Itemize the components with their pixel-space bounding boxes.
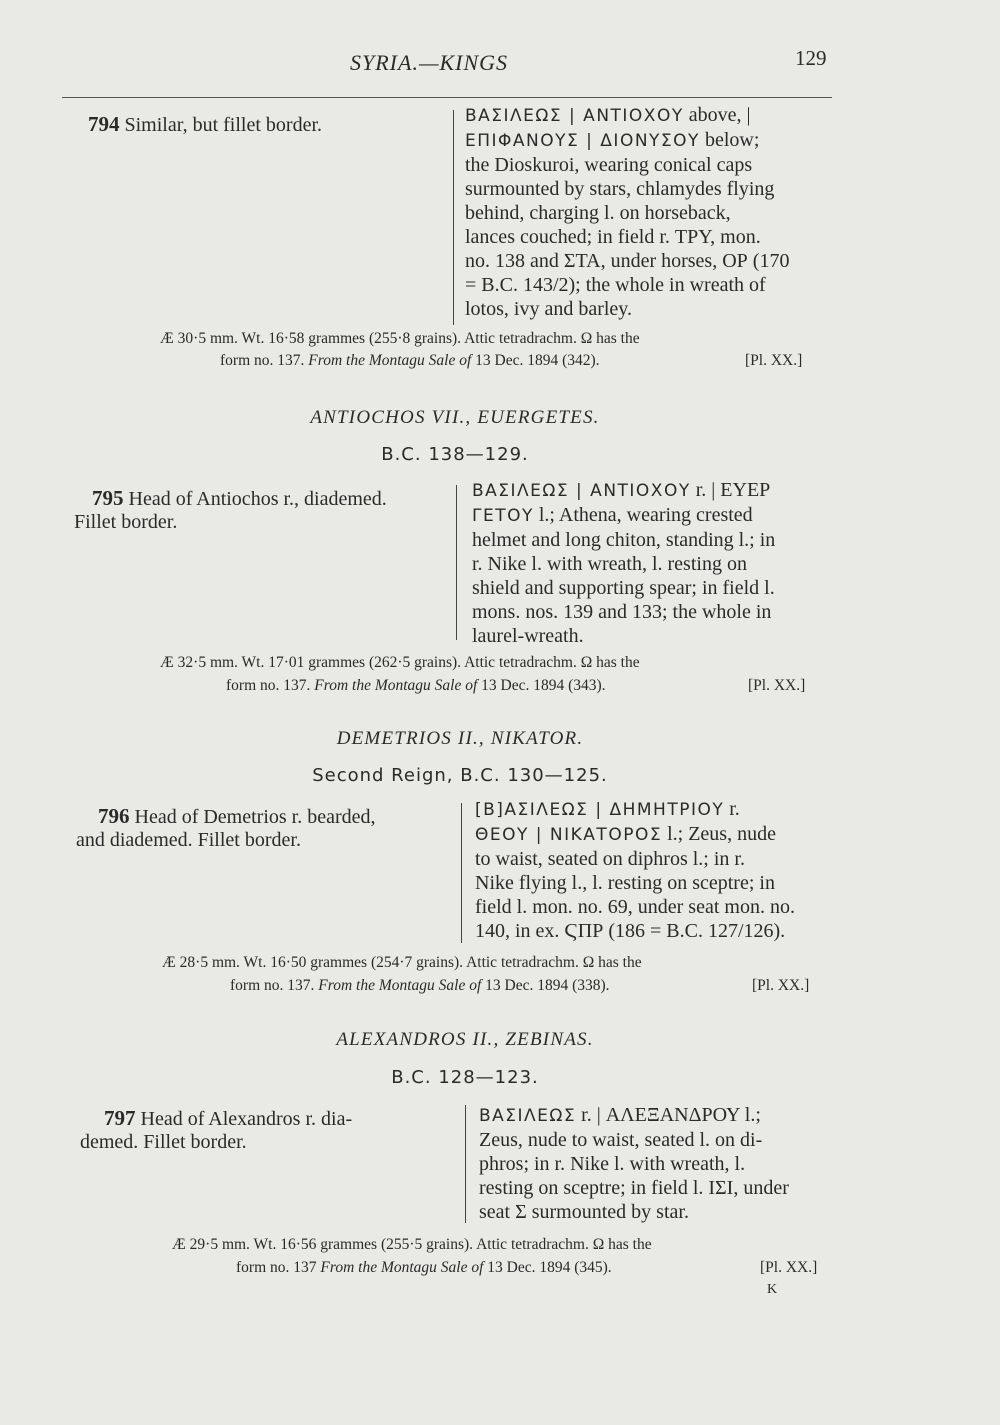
entry-794-obverse — [88, 113, 448, 137]
plate-reference: [Pl. XX.] — [745, 352, 803, 369]
reverse-line: 140, in ex. ϚΠΡ (186 = B.C. 127/126). — [475, 920, 786, 942]
reverse-line: ΒΑΣΙΛΕΩΣ | ΑΝΤΙΟΧΟΥ above, | — [465, 104, 751, 126]
reverse-line: Nike flying l., l. resting on sceptre; in — [475, 872, 775, 894]
reverse-line: [Β]ΑΣΙΛΕΩΣ | ΔΗΜΗΤΡΙΟΥ r. — [475, 798, 740, 820]
column-divider — [456, 485, 457, 640]
reverse-line: helmet and long chiton, standing l.; in — [472, 529, 776, 551]
section-date: Second Reign, B.C. 130—125. — [312, 765, 608, 786]
entry-795-metrology: Æ 32·5 mm. Wt. 17·01 grammes (262·5 grains). Attic tetradrachm. Ω has the — [160, 654, 640, 671]
section-heading: ALEXANDROS II., ZEBINAS. — [336, 1029, 594, 1050]
entry-797-obverse: 797 Head of Alexandros r. dia- demed. Fillet border. — [80, 1106, 353, 1153]
section-heading: DEMETRIOS II., NIKATOR. — [336, 728, 584, 749]
reverse-line: behind, charging l. on horseback, — [465, 202, 731, 224]
entry-796-metrology: Æ 28·5 mm. Wt. 16·50 grammes (254·7 grains). Attic tetradrachm. Ω has the — [162, 954, 642, 971]
reverse-line: ΘΕΟΥ | ΝΙΚΑΤΟΡΟΣ l.; Zeus, nude — [475, 823, 776, 845]
reverse-line: = B.C. 143/2); the whole in wreath of — [465, 274, 766, 296]
running-head: SYRIA.—KINGS — [350, 50, 509, 75]
reverse-line: to waist, seated on diphros l.; in r. — [475, 848, 745, 870]
entry-797-metrology: Æ 29·5 mm. Wt. 16·56 grammes (255·5 grains). Attic tetradrachm. Ω has the — [172, 1236, 652, 1253]
obverse-text: Similar, but fillet border. — [124, 114, 322, 136]
reverse-line: lances couched; in field r. ΤΡΥ, mon. — [465, 226, 761, 248]
reverse-line: seat Σ surmounted by star. — [479, 1201, 689, 1223]
reverse-line: ΕΠΙΦΑΝΟΥΣ | ΔΙΟΝΥΣΟΥ below; — [465, 129, 760, 151]
entry-number: 794 — [88, 112, 120, 136]
reverse-line: phros; in r. Nike l. with wreath, l. — [479, 1153, 746, 1175]
reverse-line: surmounted by stars, chlamydes flying — [465, 178, 775, 200]
signature-mark: K — [767, 1282, 778, 1297]
reverse-line: shield and supporting spear; in field l. — [472, 577, 775, 599]
header-rule — [62, 97, 832, 98]
reverse-line: ΒΑΣΙΛΕΩΣ r. | ΑΛΕΞΑΝΔΡΟΥ l.; — [479, 1104, 761, 1126]
entry-795-obverse: 795 Head of Antiochos r., diademed. Fillet border. — [74, 486, 387, 533]
entry-795-reverse — [472, 478, 840, 648]
plate-reference: [Pl. XX.] — [748, 677, 806, 694]
plate-reference: [Pl. XX.] — [752, 977, 810, 994]
reverse-line: resting on sceptre; in field l. ΙΣΙ, under — [479, 1177, 789, 1199]
section-date: B.C. 138—129. — [381, 444, 529, 465]
section-heading: ANTIOCHOS VII., EUERGETES. — [310, 407, 600, 428]
reverse-line: field l. mon. no. 69, under seat mon. no. — [475, 896, 795, 918]
entry-795-provenance: form no. 137. From the Montagu Sale of 13 Dec. 1894 (343). — [226, 677, 606, 694]
entry-797-provenance: form no. 137 From the Montagu Sale of 13 Dec. 1894 (345). — [236, 1259, 612, 1276]
plate-reference: [Pl. XX.] — [760, 1259, 818, 1276]
entry-797-reverse — [479, 1103, 847, 1224]
entry-796-provenance: form no. 137. From the Montagu Sale of 13 Dec. 1894 (338). — [230, 977, 610, 994]
entry-794-provenance: form no. 137. From the Montagu Sale of 13 Dec. 1894 (342). — [220, 352, 600, 369]
entry-796-obverse: 796 Head of Demetrios r. bearded, and diademed. Fillet border. — [76, 804, 376, 851]
entry-796-reverse — [475, 797, 845, 943]
reverse-line: ΓΕΤΟΥ l.; Athena, wearing crested — [472, 504, 753, 526]
page-number: 129 — [795, 46, 827, 70]
section-date: B.C. 128—123. — [391, 1067, 539, 1088]
entry-794-reverse — [465, 103, 835, 321]
reverse-line: laurel-wreath. — [472, 625, 584, 647]
reverse-line: r. Nike l. with wreath, l. resting on — [472, 553, 747, 575]
reverse-line: Zeus, nude to waist, seated l. on di- — [479, 1129, 763, 1151]
reverse-line: the Dioskuroi, wearing conical caps — [465, 154, 753, 176]
column-divider — [465, 1105, 466, 1223]
column-divider — [461, 803, 462, 943]
reverse-line: ΒΑΣΙΛΕΩΣ | ΑΝΤΙΟΧΟΥ r. | ΕΥΕΡ — [472, 479, 771, 501]
reverse-line: lotos, ivy and barley. — [465, 298, 633, 320]
reverse-line: mons. nos. 139 and 133; the whole in — [472, 601, 772, 623]
reverse-line: no. 138 and ΣΤΑ, under horses, ΟΡ (170 — [465, 250, 790, 272]
entry-794-metrology: Æ 30·5 mm. Wt. 16·58 grammes (255·8 grains). Attic tetradrachm. Ω has the — [160, 330, 640, 347]
column-divider — [453, 110, 454, 325]
